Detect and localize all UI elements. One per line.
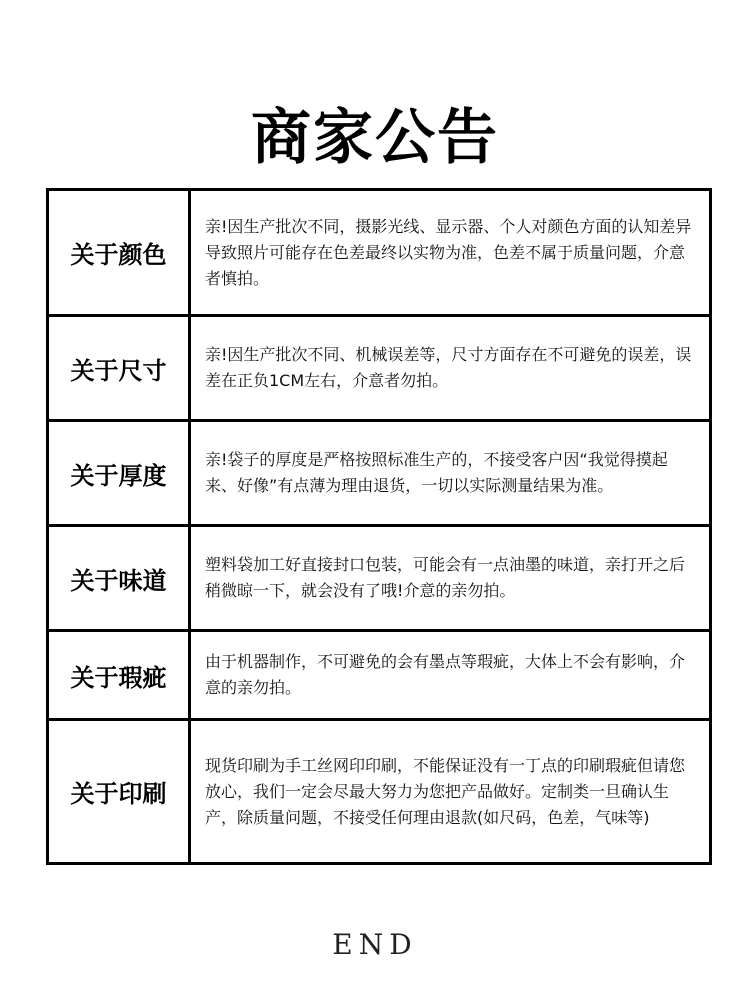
row-label-size: 关于尺寸 bbox=[48, 316, 190, 421]
row-text-thickness: 亲!袋子的厚度是严格按照标准生产的，不接受客户因“我觉得摸起来、好像”有点薄为理由退货，一切以实际测量结果为准。 bbox=[190, 421, 711, 526]
notice-row-flaw bbox=[48, 631, 711, 720]
row-label-color: 关于颜色 bbox=[48, 190, 190, 316]
notice-row-size bbox=[48, 316, 711, 421]
row-label-thickness: 关于厚度 bbox=[48, 421, 190, 526]
row-label-smell: 关于味道 bbox=[48, 526, 190, 631]
notice-row-thickness bbox=[48, 421, 711, 526]
end-footer: END bbox=[332, 928, 418, 961]
row-label-flaw: 关于瑕疵 bbox=[48, 631, 190, 720]
row-text-printing: 现货印刷为手工丝网印印刷，不能保证没有一丁点的印刷瑕疵但请您放心，我们一定会尽最大努力为您把产品做好。定制类一旦确认生产，除质量问题，不接受任何理由退款(如尺码，色差，气味等) bbox=[190, 720, 711, 864]
notice-row-color bbox=[48, 190, 711, 316]
notice-row-smell bbox=[48, 526, 711, 631]
row-text-smell: 塑料袋加工好直接封口包装，可能会有一点油墨的味道，亲打开之后稍微晾一下，就会没有了哦!介意的亲勿拍。 bbox=[190, 526, 711, 631]
row-text-color: 亲!因生产批次不同，摄影光线、显示器、个人对颜色方面的认知差异导致照片可能存在色差最终以实物为准，色差不属于质量问题，介意者慎拍。 bbox=[190, 190, 711, 316]
row-text-size: 亲!因生产批次不同、机械误差等，尺寸方面存在不可避免的误差，误差在正负1CM左右，介意者勿拍。 bbox=[190, 316, 711, 421]
notice-table bbox=[46, 188, 712, 865]
row-label-printing: 关于印刷 bbox=[48, 720, 190, 864]
notice-row-printing bbox=[48, 720, 711, 864]
page-title: 商家公告 bbox=[251, 103, 499, 173]
row-text-flaw: 由于机器制作，不可避免的会有墨点等瑕疵，大体上不会有影响，介意的亲勿拍。 bbox=[190, 631, 711, 720]
